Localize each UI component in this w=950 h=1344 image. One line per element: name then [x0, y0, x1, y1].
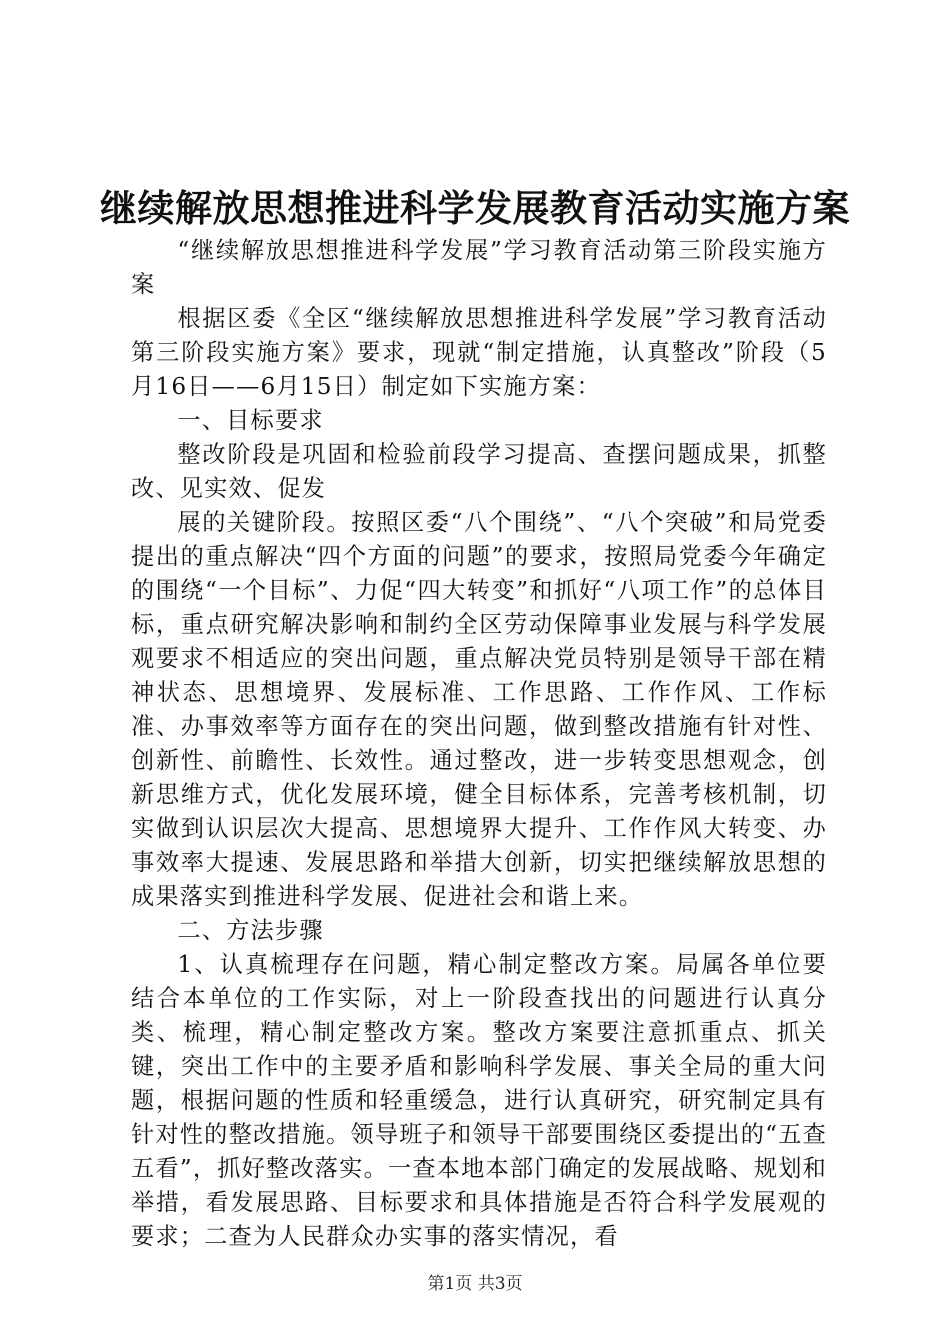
section-heading-goals: 一、目标要求 — [177, 407, 324, 434]
paragraph-goals-1: 整改阶段是巩固和检验前段学习提高、查摆问题成果，抓整改、见实效、促发 — [131, 441, 827, 502]
document-title: 继续解放思想推进科学发展教育活动实施方案 — [100, 187, 850, 230]
paragraph-intro: 根据区委《全区“继续解放思想推进科学发展”学习教育活动第三阶段实施方案》要求，现就“制定措施，认真整改”阶段（5月16日——6月15日）制定如下实施方案： — [131, 305, 827, 400]
document-body — [131, 234, 827, 1254]
paragraph-subtitle: “继续解放思想推进科学发展”学习教育活动第三阶段实施方案 — [131, 237, 827, 298]
paragraph-steps-1: 1、认真梳理存在问题，精心制定整改方案。局属各单位要结合本单位的工作实际，对上一阶段查找出的问题进行认真分类、梳理，精心制定整改方案。整改方案要注意抓重点、抓关键，突出工作中的主要矛盾和影响科学发展、事关全局的重大问题，根据问题的性质和轻重缓急，进行认真研究，研究制定具有针对性的整改措施。领导班子和领导干部要围绕区委提出的“五查五看”，抓好整改落实。一查本地本部门确定的发展战略、规划和举措，看发展思路、目标要求和具体措施是否符合科学发展观的要求；二查为人民群众办实事的落实情况，看 — [131, 951, 827, 1250]
paragraph-goals-2: 展的关键阶段。按照区委“八个围绕”、“八个突破”和局党委提出的重点解决“四个方面的问题”的要求，按照局党委今年确定的围绕“一个目标”、力促“四大转变”和抓好“八项工作”的总体目标，重点研究解决影响和制约全区劳动保障事业发展与科学发展观要求不相适应的突出问题，重点解决党员特别是领导干部在精神状态、思想境界、发展标准、工作思路、工作作风、工作标准、办事效率等方面存在的突出问题，做到整改措施有针对性、创新性、前瞻性、长效性。通过整改，进一步转变思想观念，创新思维方式，优化发展环境，健全目标体系，完善考核机制，切实做到认识层次大提高、思想境界大提升、工作作风大转变、办事效率大提速、发展思路和举措大创新，切实把继续解放思想的成果落实到推进科学发展、促进社会和谐上来。 — [131, 509, 827, 910]
page-number: 第1页 共3页 — [427, 1274, 523, 1294]
section-heading-steps: 二、方法步骤 — [177, 917, 324, 944]
